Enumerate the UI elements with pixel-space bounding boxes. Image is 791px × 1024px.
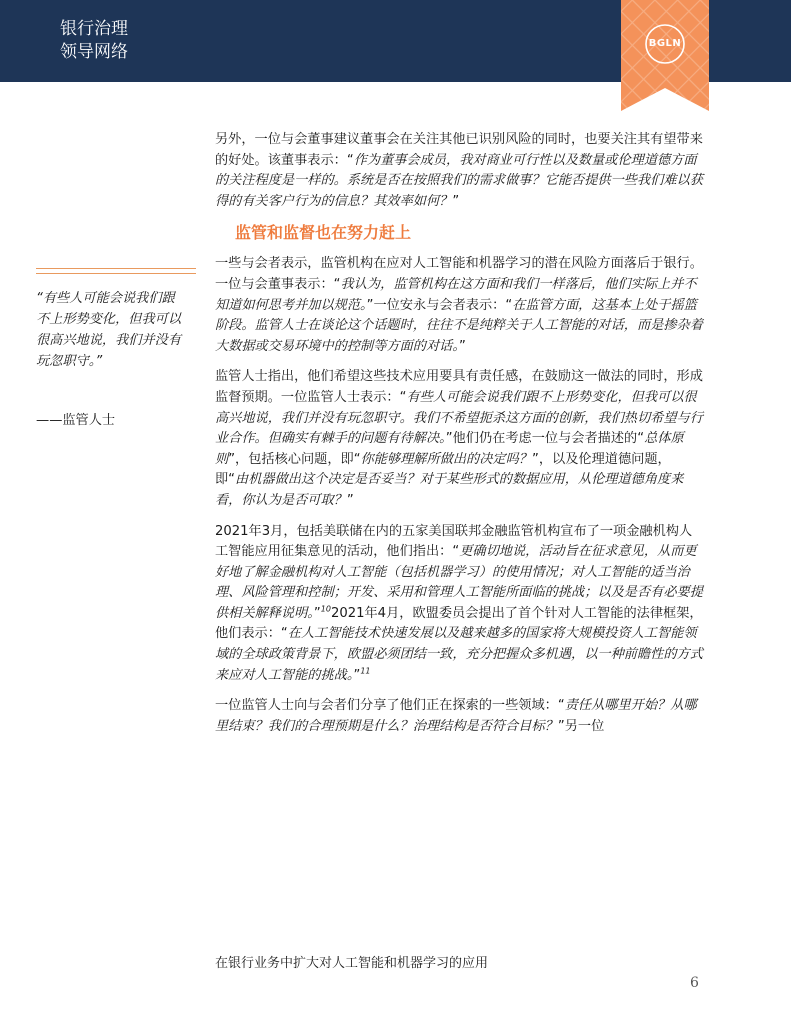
text-run: ”，包括核心问题，即“ — [228, 451, 361, 467]
paragraph-regulatory-actions-2021 — [215, 522, 703, 687]
pullquote-rule-top-second — [36, 273, 196, 274]
text-run: ”一位安永与会者表示：“ — [366, 297, 513, 313]
text-run: 一位监管人士向与会者们分享了他们正在探索的一些领域：“ — [215, 698, 565, 714]
quote-run: 在监管方面，这基本上处于摇篮阶段。监管人士在谈论这个话题时，往往不是纯粹关于人工智能的对话，而是掺杂着大数据或交易环境中的控制等方面的对话。 — [215, 297, 703, 354]
quote-run: 我认为，监管机构在这方面和我们一样落后，他们实际上并不知道如何思考并加以规范。 — [215, 276, 697, 313]
text-run: ” — [458, 338, 466, 354]
section-heading: 监管和监督也在努力赶上 — [235, 223, 412, 243]
pullquote-attribution: ——监管人士 — [36, 413, 116, 428]
badge-ribbon-shape — [621, 0, 709, 111]
text-run: ”他们仍在考虑一位与会者描述的“ — [445, 431, 645, 447]
quote-run: 作为董事会成员，我对商业可行性以及数量或伦理道德方面的关注程度是一样的。系统是否在按照我们的需求做事？它能否提供一些我们难以获得的有关客户行为的信息？其效率如何？ — [215, 152, 703, 209]
footnote-marker: 10 — [320, 604, 331, 614]
text-run: 监管人士指出，他们希望这些技术应用要具有责任感，在鼓励这一做法的同时，形成监督预期。一位监管人士表示：“ — [215, 369, 703, 405]
paragraph-supervisory-expectations — [215, 367, 703, 511]
badge-label: BGLN — [648, 38, 682, 49]
text-run: ”另一位 — [557, 718, 605, 734]
quote-run: 更确切地说，活动旨在征求意见，从而更好地了解金融机构对人工智能（包括机器学习）的使用情况；对人工智能的适当治理、风险管理和控制；开发、采用和管理人工智能所面临的挑战；以及是否有必要提供相关解释说明。 — [215, 544, 703, 621]
text-run: ” — [313, 605, 321, 621]
text-run: ” — [346, 492, 354, 508]
quote-run: 在人工智能技术快速发展以及越来越多的国家将大规模投资人工智能领域的全球政策背景下，欧盟必须团结一致，充分把握众多机遇，以一种前瞻性的方式来应对人工智能的挑战。 — [215, 626, 703, 683]
running-footer-title: 在银行业务中扩大对人工智能和机器学习的应用 — [215, 956, 489, 971]
quote-run: 由机器做出这个决定是否妥当？对于某些形式的数据应用，从伦理道德角度来看，你认为是否可取？ — [215, 472, 684, 508]
text-run: 另外，一位与会董事建议董事会在关注其他已识别风险的同时，也要关注其有望带来的好处。该董事表示：“ — [215, 132, 703, 168]
text-run: 一些与会者表示，监管机构在应对人工智能和机器学习的潜在风险方面落后于银行。一位与会董事表示：“ — [215, 256, 703, 292]
text-run: 2021年4月，欧盟委员会提出了首个针对人工智能的法律框架，他们表示：“ — [215, 605, 703, 642]
footnote-marker: 11 — [360, 666, 371, 676]
main-text-column — [215, 130, 703, 747]
text-run: 2021年3月，包括美联储在内的五家美国联邦金融监管机构宣布了一项金融机构人工智能应用征集意见的活动，他们指出：“ — [215, 523, 693, 560]
quote-run: 有些人可能会说我们跟不上形势变化，但我可以很高兴地说，我们并没有玩忽职守。我们不希望扼杀这方面的创新，我们热切希望与行业合作。但确实有棘手的问题有待解决。 — [215, 389, 703, 447]
bgln-badge — [621, 0, 709, 111]
quote-run: 你能够理解所做出的决定吗？ — [360, 451, 532, 467]
text-run: ” — [452, 193, 460, 209]
page-number: 6 — [690, 975, 699, 991]
paragraph-areas-explored — [215, 696, 703, 737]
organization-title — [60, 18, 128, 64]
quote-run: 总体原则 — [215, 431, 684, 467]
organization-title-line2: 领导网络 — [60, 42, 128, 62]
pullquote-rule-top — [36, 268, 196, 269]
organization-title-line1: 银行治理 — [60, 19, 128, 39]
paragraph-board-benefits — [215, 130, 703, 212]
paragraph-regulators-behind — [215, 254, 703, 357]
pullquote: “有些人可能会说我们跟不上形势变化，但我可以很高兴地说，我们并没有玩忽职守。” — [36, 291, 182, 369]
text-run: ”，以及伦理道德问题，即“ — [215, 451, 671, 488]
quote-run: 责任从哪里开始？从哪里结束？我们的合理预期是什么？治理结构是否符合目标？ — [215, 698, 697, 734]
text-run: ” — [353, 667, 361, 683]
